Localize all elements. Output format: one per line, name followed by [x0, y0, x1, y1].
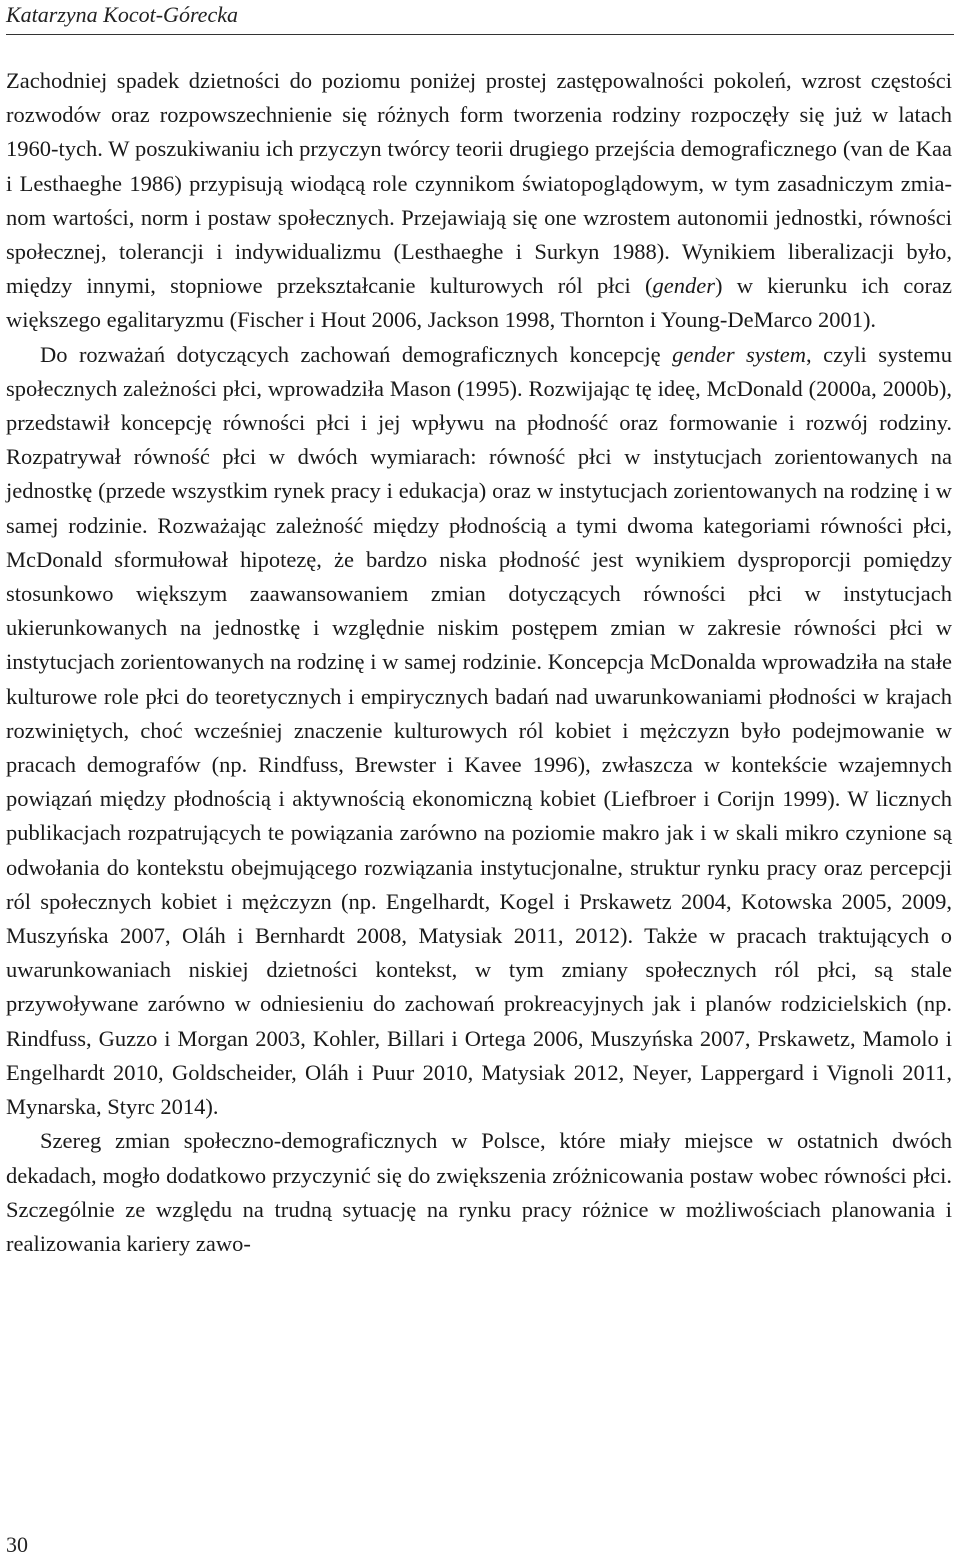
paragraph-text: Zachodniej spadek dzietności do poziomu poniżej prostej zastępowalności pokoleń, wzrost częstości rozwodów oraz rozpowszechnienie się różnych form tworzenia rodziny rozpoczęły się już w latach 1960-tych. W poszukiwaniu ich przyczyn twórcy teorii drugiego przejścia demograficznego (van de Kaa i Lesthaeghe 1986) przypisują wiodącą role czynnikom światopoglądowym, w tym zasadniczym zmianom wartości, norm i postaw społecznych. Przejawiają się one wzrostem autonomii jednostki, równości społecznej, tolerancji i indywidualizmu (Lesthaeghe i Surkyn 1988). Wynikiem liberalizacji było, między innymi, stopniowe przekształcanie kulturowych ról płci (	[6, 68, 952, 299]
paragraph-text: Do rozważań dotyczących zachowań demograficznych koncepcję	[40, 341, 673, 367]
article-body	[6, 64, 952, 1261]
paragraph-text: , czyli systemu społecznych zależności płci, wprowadziła Mason (1995). Rozwijając tę ideę, McDonald (2000a, 2000b), przedstawił koncepcję równości płci i jej wpływu na płodność oraz formowanie i rozwój rodziny. Rozpatrywał równość płci w dwóch wymiarach: równość płci w instytucjach zorientowanych na jednostkę (przede wszystkim rynek pracy i edukacja) oraz w instytucjach zorientowanych na rodzinę i w samej rodzinie. Rozważając zależność między płodnością a tymi dwoma kategoriami równości płci, McDonald sformułował hipotezę, że bardzo niska płodność jest wynikiem dysproporcji pomiędzy stosunkowo większym zaawansowaniem zmian dotyczących równości płci w instytucjach ukierunkowanych na jednostkę i względnie niskim postępem zmian w zakresie równości płci w instytucjach zorientowanych na rodzinę i w samej rodzinie. Koncepcja McDonalda wprowadziła na stałe kulturowe role płci do teoretycznych i empirycznych badań nad uwarunkowaniami płodności w krajach rozwiniętych, choć wcześniej znaczenie kulturowych ról kobiet i mężczyzn było podejmowanie w pracach demografów (np. Rindfuss, Brewster i Kavee 1996), zwłaszcza w kontekście wzajemnych powiązań między płodnością i aktywnością ekonomiczną kobiet (Liefbroer i Corijn 1999). W licznych publikacjach rozpatrujących te powiązania zarówno na poziomie makro jak i w skali mikro czynione są odwołania do kontekstu obejmującego rozwiązania instytucjonalne, struktur rynku pracy oraz percepcji ról społecznych kobiet i mężczyzn (np. Engelhardt, Kogel i Prskawetz 2004, Kotowska 2005, 2009, Muszyńska 2007, Oláh i Bernhardt 2008, Matysiak 2011, 2012). Także w pracach traktujących o uwarunkowaniach niskiej dzietności kontekst, w tym zmiany społecznych ról płci, są stale przywoływane zarówno w odniesieniu do zachowań prokreacyjnych jak i planów rodzicielskich (np. Rindfuss, Guzzo i Morgan 2003, Kohler, Billari i Ortega 2006, Muszyńska 2007, Prskawetz, Mamolo i Engelhardt 2010, Goldscheider, Oláh i Puur 2010, Matysiak 2012, Neyer, Lappergard i Vignoli 2011, Mynarska, Styrc 2014).	[6, 341, 953, 1120]
paragraph-text: Szereg zmian społeczno-demograficznych w Polsce, które miały miejsce w ostatnich dwóch dekadach, mogło dodatkowo przyczynić się do zwiększenia zróżnicowania postaw wobec równości płci. Szczególnie ze względu na trudną sytuację na rynku pracy różnice w możliwościach planowania i realizowania kariery zawo-	[6, 1128, 952, 1256]
italic-term-gender: gender	[652, 273, 716, 299]
paragraph-2	[6, 338, 952, 1125]
italic-term-gender-system: gender system	[672, 341, 807, 367]
paragraph-1	[6, 64, 952, 338]
header-rule	[6, 34, 954, 35]
running-head: Katarzyna Kocot-Górecka	[6, 2, 238, 27]
paragraph-text: ) w kierunku ich coraz większego egalitaryzmu (Fischer i Hout 2006, Jackson 1998, Thornton i Young-DeMarco 2001).	[6, 273, 952, 333]
page-number: 30	[6, 1532, 28, 1557]
paragraph-3	[6, 1124, 952, 1261]
